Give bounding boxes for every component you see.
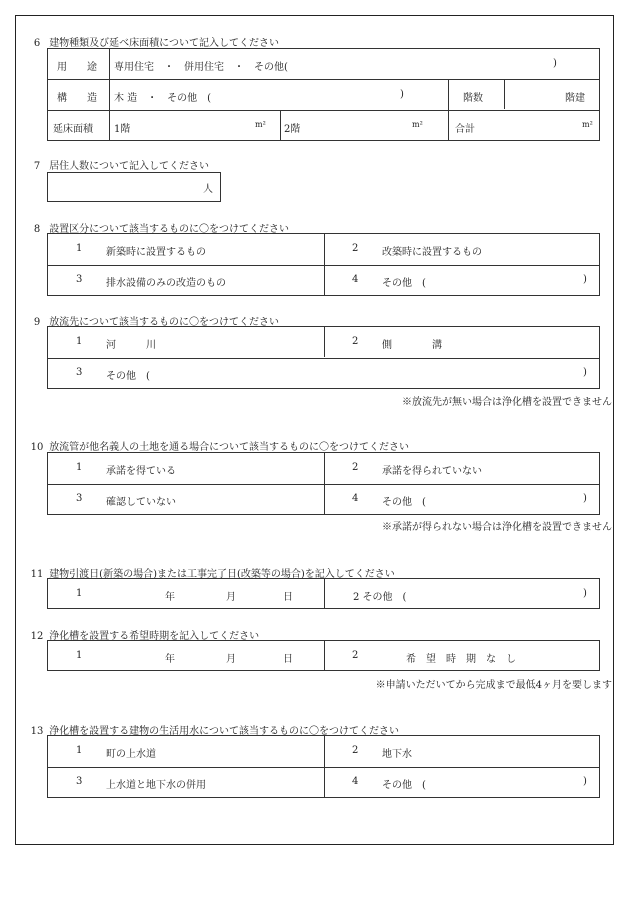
consent-note: ※承諾が得られない場合は浄化槽を設置できません — [382, 522, 612, 533]
close-paren: ) — [583, 493, 587, 504]
section-title: 浄化槽を設置する希望時期を記入してください — [49, 631, 260, 642]
residents-input[interactable] — [47, 172, 221, 202]
option-number: 1 — [76, 745, 83, 756]
option-number: 4 — [352, 776, 359, 787]
section-title: 浄化槽を設置する建物の生活用水について該当するものに〇をつけてください — [49, 726, 399, 737]
close-paren: ) — [583, 274, 587, 285]
section-title: 建物種類及び延べ床面積について記入してください — [49, 38, 279, 49]
area-label: 延床面積 — [53, 124, 93, 135]
option-number: 3 — [76, 367, 83, 378]
use-options[interactable]: 専用住宅 ・ 併用住宅 ・ その他( — [114, 62, 288, 73]
structure-options[interactable]: 木 造 ・ その他 ( — [114, 93, 212, 104]
floor2-unit: m² — [412, 120, 423, 129]
section-number: 13 — [30, 726, 44, 737]
option-number: 1 — [76, 243, 83, 254]
option-unconfirmed[interactable]: 確認していない — [106, 497, 176, 508]
section-title: 放流管が他名義人の土地を通る場合について該当するものに〇をつけてください — [49, 442, 409, 453]
option-number: 1 — [76, 650, 83, 661]
option-other[interactable]: その他 ( — [382, 278, 426, 289]
option-other[interactable]: その他 ( — [106, 371, 150, 382]
option-no-preference[interactable]: 希 望 時 期 な し — [406, 654, 516, 665]
section-6-heading — [28, 34, 279, 49]
option-consented[interactable]: 承諾を得ている — [106, 466, 176, 477]
section-title: 設置区分について該当するものに〇をつけてください — [49, 224, 289, 235]
floor1-unit: m² — [255, 120, 266, 129]
option-number: 3 — [76, 493, 83, 504]
option-other[interactable]: 2 その他 ( — [353, 592, 407, 603]
option-number: 1 — [76, 588, 83, 599]
floor2-label: 2階 — [284, 124, 301, 135]
total-unit: m² — [582, 120, 593, 129]
floors-unit: 階建 — [565, 93, 585, 104]
section-title: 居住人数について記入してください — [49, 161, 209, 172]
use-label: 用 途 — [57, 62, 97, 73]
total-label: 合計 — [455, 124, 475, 135]
timing-note: ※申請いただいてから完成まで最低4ヶ月を要します — [375, 680, 612, 691]
option-number: 2 — [352, 650, 359, 661]
section-number: 7 — [33, 161, 41, 172]
residents-unit: 人 — [203, 184, 213, 195]
section-number: 6 — [33, 38, 41, 49]
month-label: 月 — [226, 654, 236, 665]
option-combined[interactable]: 上水道と地下水の併用 — [106, 780, 206, 791]
floors-label: 階数 — [463, 93, 483, 104]
option-other[interactable]: その他 ( — [382, 780, 426, 791]
option-number: 4 — [352, 493, 359, 504]
option-number: 1 — [76, 336, 83, 347]
option-ditch[interactable]: 側 溝 — [382, 340, 442, 351]
option-not-consented[interactable]: 承諾を得られていない — [382, 466, 482, 477]
option-number: 2 — [352, 336, 359, 347]
section-7-heading — [28, 157, 209, 172]
day-label: 日 — [283, 654, 293, 665]
day-label: 日 — [283, 592, 293, 603]
option-town-water[interactable]: 町の上水道 — [106, 749, 156, 760]
option-number: 2 — [352, 243, 359, 254]
year-label: 年 — [165, 592, 175, 603]
structure-close: ) — [400, 89, 404, 100]
year-label: 年 — [165, 654, 175, 665]
option-drainage-only[interactable]: 排水設備のみの改造のもの — [106, 278, 226, 289]
section-number: 12 — [30, 631, 44, 642]
option-river[interactable]: 河 川 — [106, 340, 156, 351]
option-rebuild[interactable]: 改築時に設置するもの — [382, 247, 482, 258]
structure-label: 構 造 — [57, 93, 97, 104]
section-title: 放流先について該当するものに〇をつけてください — [49, 317, 279, 328]
section-title: 建物引渡日(新築の場合)または工事完了日(改築等の場合)を記入してください — [49, 569, 395, 580]
section-number: 8 — [33, 224, 41, 235]
option-number: 2 — [352, 462, 359, 473]
section-number: 10 — [30, 442, 44, 453]
option-groundwater[interactable]: 地下水 — [382, 749, 412, 760]
option-other[interactable]: その他 ( — [382, 497, 426, 508]
month-label: 月 — [226, 592, 236, 603]
option-number: 3 — [76, 776, 83, 787]
close-paren: ) — [583, 776, 587, 787]
floor1-label: 1階 — [114, 124, 131, 135]
use-close: ) — [553, 58, 557, 69]
option-number: 3 — [76, 274, 83, 285]
option-number: 4 — [352, 274, 359, 285]
option-number: 1 — [76, 462, 83, 473]
option-new-build[interactable]: 新築時に設置するもの — [106, 247, 206, 258]
handover-date-table — [47, 578, 600, 609]
section-number: 11 — [30, 569, 44, 580]
discharge-note: ※放流先が無い場合は浄化槽を設置できません — [402, 397, 612, 408]
desired-timing-table — [47, 640, 600, 671]
close-paren: ) — [583, 367, 587, 378]
option-number: 2 — [352, 745, 359, 756]
close-paren: ) — [583, 588, 587, 599]
section-number: 9 — [33, 317, 41, 328]
section-10-heading — [28, 438, 409, 453]
